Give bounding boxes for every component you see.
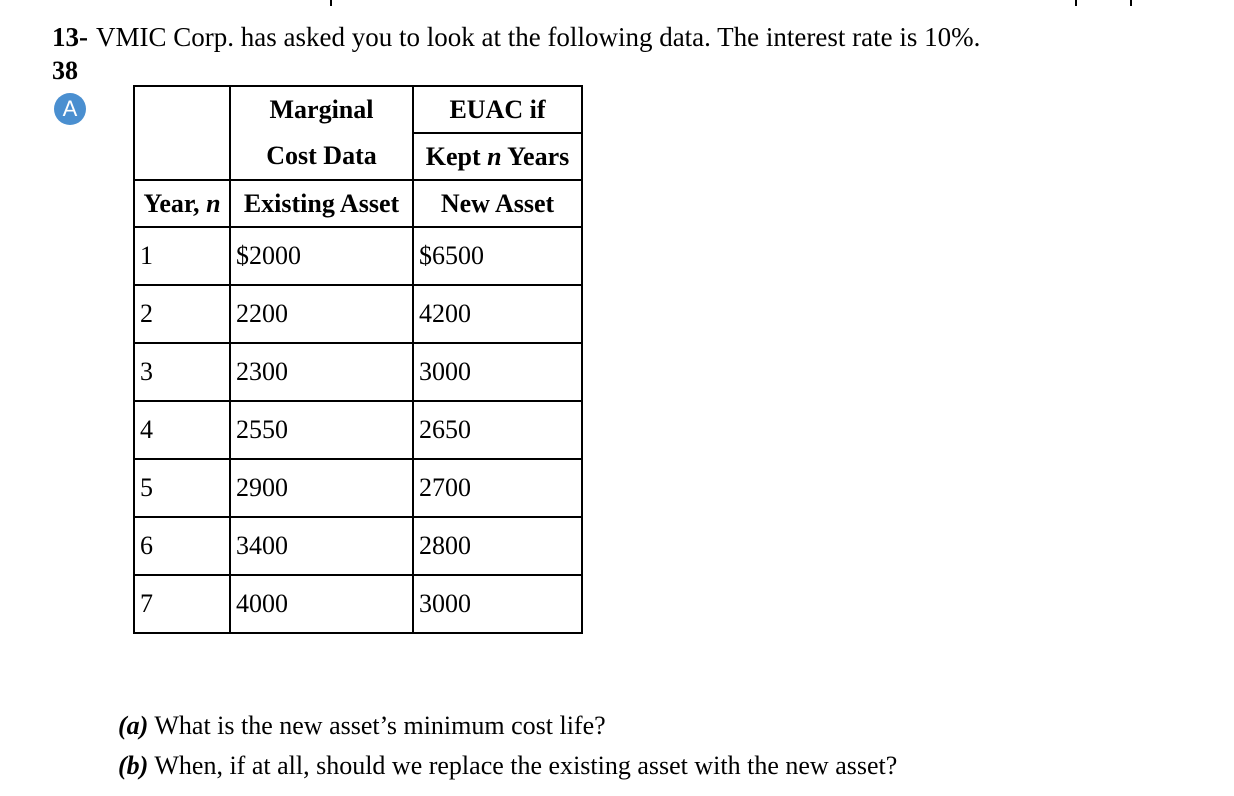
problem-text: VMIC Corp. has asked you to look at the following data. The interest rate is 10%.: [96, 22, 981, 52]
header-cell: Marginal: [230, 86, 413, 133]
question-label: (a): [118, 711, 149, 740]
new-asset-cell: 3000: [413, 575, 582, 633]
question-text: When, if at all, should we replace the existing asset with the new asset?: [154, 751, 898, 780]
existing-asset-cell: 2550: [230, 401, 413, 459]
year-cell: 7: [134, 575, 230, 633]
table-row: [134, 285, 582, 343]
existing-asset-cell: 4000: [230, 575, 413, 633]
header-row: [134, 86, 582, 133]
variable-n: n: [487, 141, 502, 171]
existing-asset-cell: 2200: [230, 285, 413, 343]
new-asset-cell: 3000: [413, 343, 582, 401]
cropped-text-fragment: [0, 0, 1234, 8]
year-cell: 5: [134, 459, 230, 517]
year-cell: 3: [134, 343, 230, 401]
problem-number: 13-: [52, 22, 88, 52]
questions: [118, 706, 897, 786]
existing-asset-cell: $2000: [230, 227, 413, 285]
question-label: (b): [118, 751, 149, 780]
header-cell: [134, 86, 230, 133]
table-row: [134, 517, 582, 575]
new-asset-cell: 2700: [413, 459, 582, 517]
new-asset-cell: 2650: [413, 401, 582, 459]
question-b: [118, 746, 897, 786]
existing-asset-cell: 3400: [230, 517, 413, 575]
header-cell: Cost Data: [230, 133, 413, 180]
table-row: [134, 401, 582, 459]
header-cell: New Asset: [413, 180, 582, 227]
table-row: [134, 575, 582, 633]
variable-n: n: [206, 188, 221, 218]
year-cell: 6: [134, 517, 230, 575]
problem-statement: [52, 22, 980, 53]
table-row: [134, 459, 582, 517]
question-text: What is the new asset’s minimum cost life?: [154, 711, 606, 740]
data-table: [133, 85, 583, 634]
year-cell: 4: [134, 401, 230, 459]
header-cell-kept-n-years: [413, 133, 582, 180]
page-number: 38: [52, 56, 78, 85]
header-row: [134, 180, 582, 227]
new-asset-cell: 2800: [413, 517, 582, 575]
header-year-text: Year, n: [143, 188, 221, 218]
header-cell: [134, 133, 230, 180]
new-asset-cell: $6500: [413, 227, 582, 285]
existing-asset-cell: 2900: [230, 459, 413, 517]
existing-asset-cell: 2300: [230, 343, 413, 401]
year-cell: 2: [134, 285, 230, 343]
header-cell: EUAC if: [413, 86, 582, 133]
table-row: [134, 343, 582, 401]
year-cell: 1: [134, 227, 230, 285]
question-a: [118, 706, 897, 746]
table-row: [134, 227, 582, 285]
header-cell-year: [134, 180, 230, 227]
new-asset-cell: 4200: [413, 285, 582, 343]
header-row: [134, 133, 582, 180]
header-kept-text: Kept n Years: [425, 141, 570, 171]
header-cell: Existing Asset: [230, 180, 413, 227]
answer-badge[interactable]: A: [54, 93, 86, 125]
